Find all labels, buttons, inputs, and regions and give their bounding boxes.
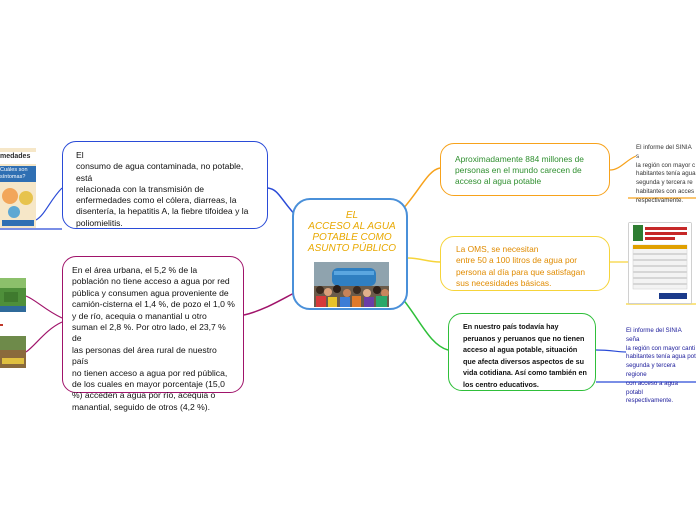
connector-right-top (402, 168, 440, 210)
red-marker (0, 324, 3, 326)
table-report-thumbnail[interactable] (628, 222, 692, 304)
note-sinia-report-bottom[interactable]: El informe del SINIA seña la región con mayor canti habitantes tenía agua pot segunda y tercera regione con acceso a agua potabl respectivamente. (626, 327, 696, 405)
disease-poster-caption: medades (0, 153, 31, 160)
disease-poster-thumbnail[interactable] (0, 148, 36, 228)
village-photo-image (0, 336, 26, 368)
topic-node-urban-rural-access[interactable] (62, 256, 244, 412)
village-photo-thumbnail[interactable] (0, 336, 26, 368)
field-photo-image (0, 278, 26, 312)
topic-text-peru-access: En nuestro país todavía hay peruanos y peruanos que no tienen acceso al agua potable, situación que afecta diversos aspectos de su vida cotidiana. Así como también en los centro educativos. (463, 322, 587, 389)
connector-note-top (610, 156, 636, 170)
topic-text-world-population: Aproximadamente 884 millones de personas en el mundo carecen de acceso al agua potable (455, 154, 584, 187)
topic-node-oms-liters[interactable] (440, 236, 610, 291)
connector-right-mid (408, 258, 440, 262)
topic-node-contaminated-water[interactable] (62, 141, 268, 229)
topic-node-world-population[interactable] (440, 143, 610, 196)
disease-poster-subcaption: Cuáles son síntomas? (0, 167, 28, 180)
field-photo-thumbnail[interactable] (0, 278, 26, 312)
connector-left2-thumb-b (26, 322, 62, 352)
connector-note-bottom (596, 350, 626, 352)
topic-text-contaminated-water: El consumo de agua contaminada, no potable, está relacionada con la transmisión de enfermedades como el cólera, diarreas, la disentería, la hepatitis A, la fiebre tifoidea y la poliomielitis. (76, 150, 249, 228)
connector-right-bottom (402, 298, 448, 350)
note-sinia-report-top[interactable]: El informe del SINIA s la región con mayor c habitantes tenía agua segunda y tercera re habitantes con acces respectivamente. (636, 144, 696, 204)
topic-text-oms-liters: La OMS, se necesitan entre 50 a 100 litros de agua por persona al día para que satisfagan sus necesidades básicas. (456, 244, 585, 288)
connector-left2-thumb-a (26, 296, 62, 318)
central-topic-title: EL ACCESO AL AGUA POTABLE COMO ASUNTO PÚBLICO (307, 210, 397, 254)
table-report-image (629, 223, 691, 303)
central-topic-photo (314, 262, 389, 307)
topic-node-peru-access[interactable] (448, 313, 596, 391)
connector-left1-thumb (36, 188, 62, 220)
central-topic-node[interactable] (292, 198, 408, 310)
water-truck-crowd-image (314, 262, 389, 307)
topic-text-urban-rural-access: En el área urbana, el 5,2 % de la población no tiene acceso a agua por red pública y consumen agua proveniente de camión-cisterna el 1,4 %, de pozo el 1,0 % y de río, acequia o manantial u otro suman el 2,8 %. Por otro lado, el 23,7 % de las personas del área rural de nuestro país no tienen acceso a agua por red pública, de los cuales en mayor porcentaje (15,0 %) acceden a agua por río, acequia o manantial, seguido de otros (4,2 %). (72, 265, 235, 412)
